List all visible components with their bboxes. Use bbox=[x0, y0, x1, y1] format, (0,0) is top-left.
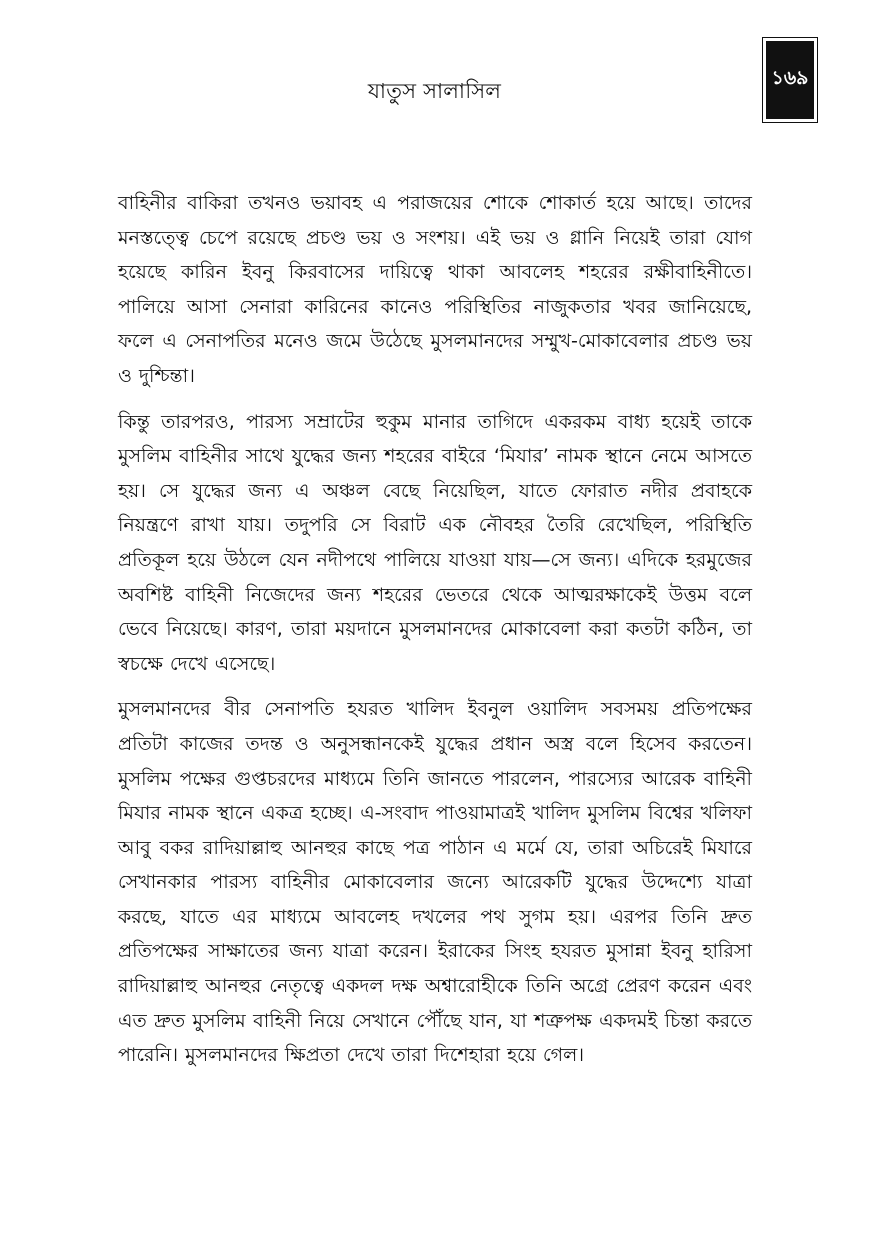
paragraph-3: মুসলমানদের বীর সেনাপতি হযরত খালিদ ইবনুল ওয়ালিদ সবসময় প্রতিপক্ষের প্রতিটা কাজের তদন্ত ও অনুসন্ধানকেই যুদ্ধের প্রধান অস্ত্র বলে হিসেব করতেন। মুসলিম পক্ষের গুপ্তচরদের মাধ্যমে তিনি জানতে পারলেন, পারস্যের আরেক বাহিনী মিযার নামক স্থানে একত্র হচ্ছে। এ-সংবাদ পাওয়ামাত্রই খালিদ মুসলিম বিশ্বের খলিফা আবু বকর রাদিয়াল্লাহু আনহুর কাছে পত্র পাঠান এ মর্মে যে, তারা অচিরেই মিযারে সেখানকার পারস্য বাহিনীর মোকাবেলার জন্যে আরেকটি যুদ্ধের উদ্দেশ্যে যাত্রা করছে, যাতে এর মাধ্যমে আবলেহ দখলের পথ সুগম হয়। এরপর তিনি দ্রুত প্রতিপক্ষের সাক্ষাতের জন্য যাত্রা করেন। ইরাকের সিংহ হযরত মুসান্না ইবনু হারিসা রাদিয়াল্লাহু আনহুর নেতৃত্বে একদল দক্ষ অশ্বারোহীকে তিনি অগ্রে প্রেরণ করেন এবং এত দ্রুত মুসলিম বাহিনী নিয়ে সেখানে পৌঁছে যান, যা শত্রুপক্ষ একদমই চিন্তা করতে পারেনি। মুসলমানদের ক্ষিপ্রতা দেখে তারা দিশেহারা হয়ে গেল। bbox=[118, 698, 752, 1067]
paragraph-2: কিন্তু তারপরও, পারস্য সম্রাটের হুকুম মানার তাগিদে একরকম বাধ্য হয়েই তাকে মুসলিম বাহিনীর সাথে যুদ্ধের জন্য শহরের বাইরে ‘মিযার’ নামক স্থানে নেমে আসতে হয়। সে যুদ্ধের জন্য এ অঞ্চল বেছে নিয়েছিল, যাতে ফোরাত নদীর প্রবাহকে নিয়ন্ত্রণে রাখা যায়। তদুপরি সে বিরাট এক নৌবহর তৈরি রেখেছিল, পরিস্থিতি প্রতিকূল হয়ে উঠলে যেন নদীপথে পালিয়ে যাওয়া যায়—সে জন্য। এদিকে হরমুজের অবশিষ্ট বাহিনী নিজেদের জন্য শহরের ভেতরে থেকে আত্মরক্ষাকেই উত্তম বলে ভেবে নিয়েছে। কারণ, তারা ময়দানে মুসলমানদের মোকাবেলা করা কতটা কঠিন, তা স্বচক্ষে দেখে এসেছে। bbox=[118, 410, 752, 675]
body-text bbox=[118, 186, 752, 1084]
paragraph-1: বাহিনীর বাকিরা তখনও ভয়াবহ এ পরাজয়ের শোকে শোকার্ত হয়ে আছে। তাদের মনস্তত্ত্বে চেপে রয়েছে প্রচণ্ড ভয় ও সংশয়। এই ভয় ও গ্লানি নিয়েই তারা যোগ হয়েছে কারিন ইবনু কিরবাসের দায়িত্বে থাকা আবলেহ শহরের রক্ষীবাহিনীতে। পালিয়ে আসা সেনারা কারিনের কানেও পরিস্থিতির নাজুকতার খবর জানিয়েছে, ফলে এ সেনাপতির মনেও জমে উঠেছে মুসলমানদের সম্মুখ-মোকাবেলার প্রচণ্ড ভয় ও দুশ্চিন্তা। bbox=[118, 192, 752, 387]
page-number-box bbox=[762, 37, 818, 123]
running-header-title: যাতুস সালাসিল bbox=[367, 79, 502, 103]
page-number: ১৬৯ bbox=[766, 41, 814, 119]
